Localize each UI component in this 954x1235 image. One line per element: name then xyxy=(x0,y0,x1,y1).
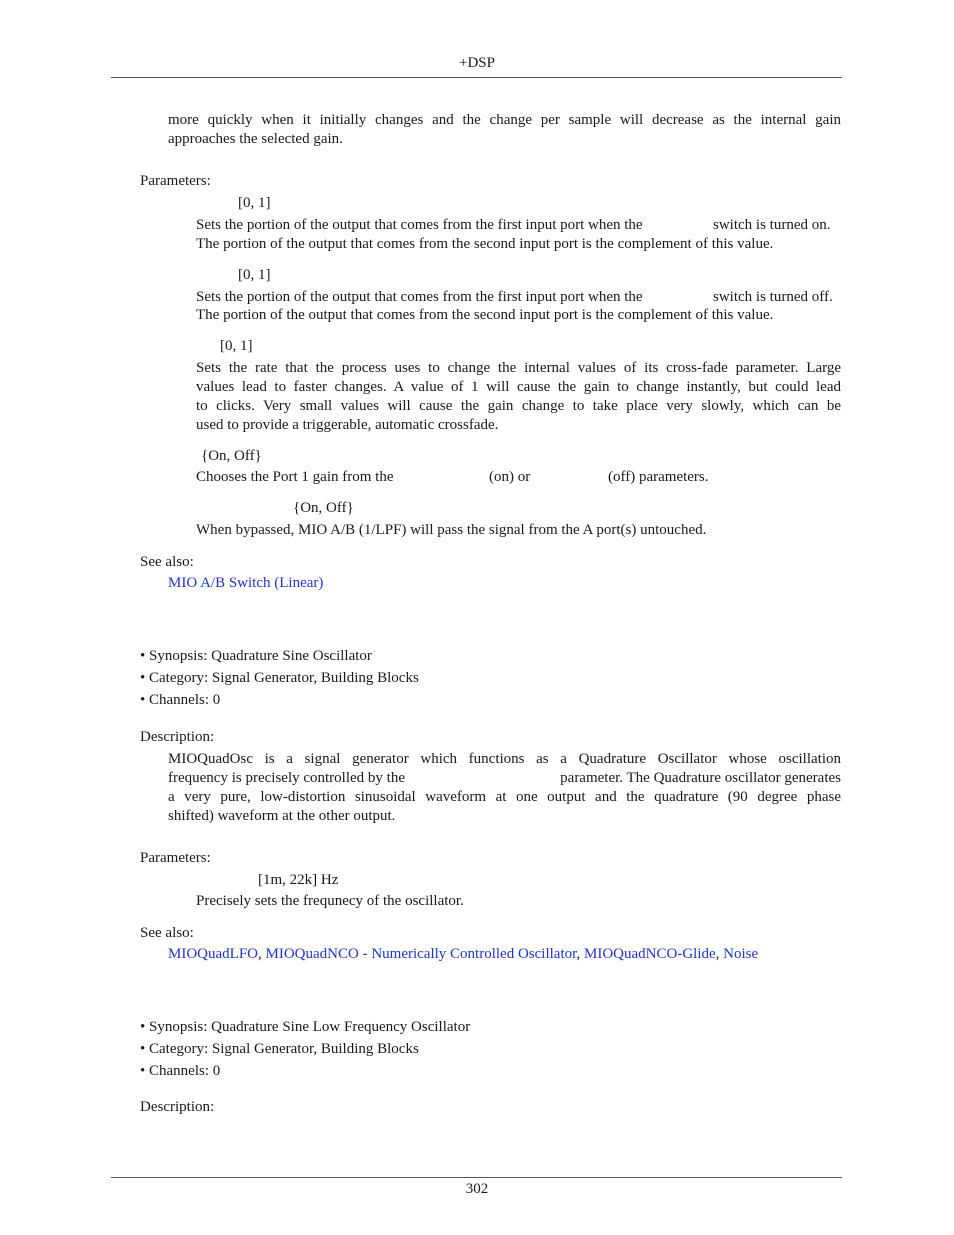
top-paragraph xyxy=(168,111,841,149)
see-also-label: See also: xyxy=(140,554,194,570)
top-paragraph-line-2: approaches the selected gain. xyxy=(168,131,343,147)
param-3-desc-line-3: to clicks. Very small values will cause the gain change to take place very slowly, which can be xyxy=(196,398,841,414)
param-5-range: {On, Off} xyxy=(293,500,354,516)
param-1-range: [0, 1] xyxy=(238,195,271,211)
link-mioquadnco[interactable]: MIOQuadNCO - Numerically Controlled Oscillator xyxy=(265,946,577,962)
param-4-desc-mid: (on) or xyxy=(489,469,531,485)
bullet-text: Channels: 0 xyxy=(149,1063,221,1079)
bullet-text: Category: Signal Generator, Building Blocks xyxy=(149,1041,419,1057)
param-1-desc-pre: Sets the portion of the output that comes from the first input port when the xyxy=(196,217,643,233)
bullet-icon: • xyxy=(140,692,146,708)
section-2-desc-line-2-pre: frequency is precisely controlled by the xyxy=(168,770,405,786)
link-mioquadnco-glide[interactable]: MIOQuadNCO-Glide xyxy=(584,946,716,962)
link-separator: , xyxy=(715,946,724,962)
section-2-bullet-3 xyxy=(140,692,220,709)
section-2-param-desc: Precisely sets the frequnecy of the oscillator. xyxy=(196,893,464,909)
section-2-desc-line-2-post: parameter. The Quadrature oscillator generates xyxy=(560,770,841,786)
section-2-desc-line-4: shifted) waveform at the other output. xyxy=(168,808,396,824)
param-1-desc-line-2: The portion of the output that comes from the second input port is the complement of this value. xyxy=(196,236,774,252)
bullet-text: Category: Signal Generator, Building Blocks xyxy=(149,670,419,686)
section-2-desc-line-1: MIOQuadOsc is a signal generator which functions as a Quadrature Oscillator whose oscillation xyxy=(168,751,841,767)
bullet-icon: • xyxy=(140,1041,146,1057)
section-2-see-also-label: See also: xyxy=(140,925,194,941)
section-3-bullet-2 xyxy=(140,1041,419,1058)
param-2-desc-post: switch is turned off. xyxy=(713,289,833,305)
bullet-icon: • xyxy=(140,670,146,686)
param-3-desc-line-1: Sets the rate that the process uses to change the internal values of its cross-fade parameter. Large xyxy=(196,360,841,376)
section-2-bullet-2 xyxy=(140,670,419,687)
param-3-desc xyxy=(196,359,841,435)
section-2-description xyxy=(168,750,841,826)
section-3-description-label: Description: xyxy=(140,1099,215,1115)
link-separator: , xyxy=(258,946,266,962)
param-4-desc-pre: Chooses the Port 1 gain from the xyxy=(196,469,394,485)
link-mio-ab-switch-linear[interactable]: MIO A/B Switch (Linear) xyxy=(168,575,324,591)
section-2-desc-line-2 xyxy=(168,769,841,788)
param-3-desc-line-2: values lead to faster changes. A value of 1 will cause the gain to change instantly, but could lead xyxy=(196,379,841,395)
page-number: 302 xyxy=(465,1181,489,1197)
section-2-parameters-label: Parameters: xyxy=(140,850,211,866)
param-3-range: [0, 1] xyxy=(220,338,253,354)
bullet-icon: • xyxy=(140,1063,146,1079)
param-2-desc-pre: Sets the portion of the output that comes from the first input port when the xyxy=(196,289,643,305)
param-4-desc-post: (off) parameters. xyxy=(608,469,709,485)
section-2-bullet-1 xyxy=(140,648,372,665)
section-2-desc-line-3: a very pure, low-distortion sinusoidal waveform at one output and the quadrature (90 degree phase xyxy=(168,789,841,805)
page-header-title: +DSP xyxy=(459,55,495,71)
param-1-desc-post: switch is turned on. xyxy=(713,217,831,233)
link-noise[interactable]: Noise xyxy=(723,946,759,962)
bullet-icon: • xyxy=(140,1019,146,1035)
section-2-description-label: Description: xyxy=(140,729,215,745)
bullet-text: Synopsis: Quadrature Sine Oscillator xyxy=(149,648,372,664)
param-3-desc-line-4: used to provide a triggerable, automatic crossfade. xyxy=(196,417,499,433)
section-2-see-also-links xyxy=(168,946,758,963)
header-rule xyxy=(111,77,842,78)
section-2-param-range: [1m, 22k] Hz xyxy=(258,872,339,888)
bullet-icon: • xyxy=(140,648,146,664)
param-4-range: {On, Off} xyxy=(201,448,262,464)
param-2-desc-line-2: The portion of the output that comes from the second input port is the complement of this value. xyxy=(196,307,774,323)
top-paragraph-line-1: more quickly when it initially changes and the change per sample will decrease as the internal gain xyxy=(168,112,841,128)
section-3-bullet-3 xyxy=(140,1063,220,1080)
link-separator: , xyxy=(576,946,585,962)
param-5-desc: When bypassed, MIO A/B (1/LPF) will pass the signal from the A port(s) untouched. xyxy=(196,522,707,538)
section-3-bullet-1 xyxy=(140,1019,470,1036)
bullet-text: Synopsis: Quadrature Sine Low Frequency Oscillator xyxy=(149,1019,471,1035)
footer-rule xyxy=(111,1177,842,1178)
param-2-range: [0, 1] xyxy=(238,267,271,283)
link-mioquadlfo[interactable]: MIOQuadLFO xyxy=(168,946,258,962)
parameters-label: Parameters: xyxy=(140,173,211,189)
bullet-text: Channels: 0 xyxy=(149,692,221,708)
